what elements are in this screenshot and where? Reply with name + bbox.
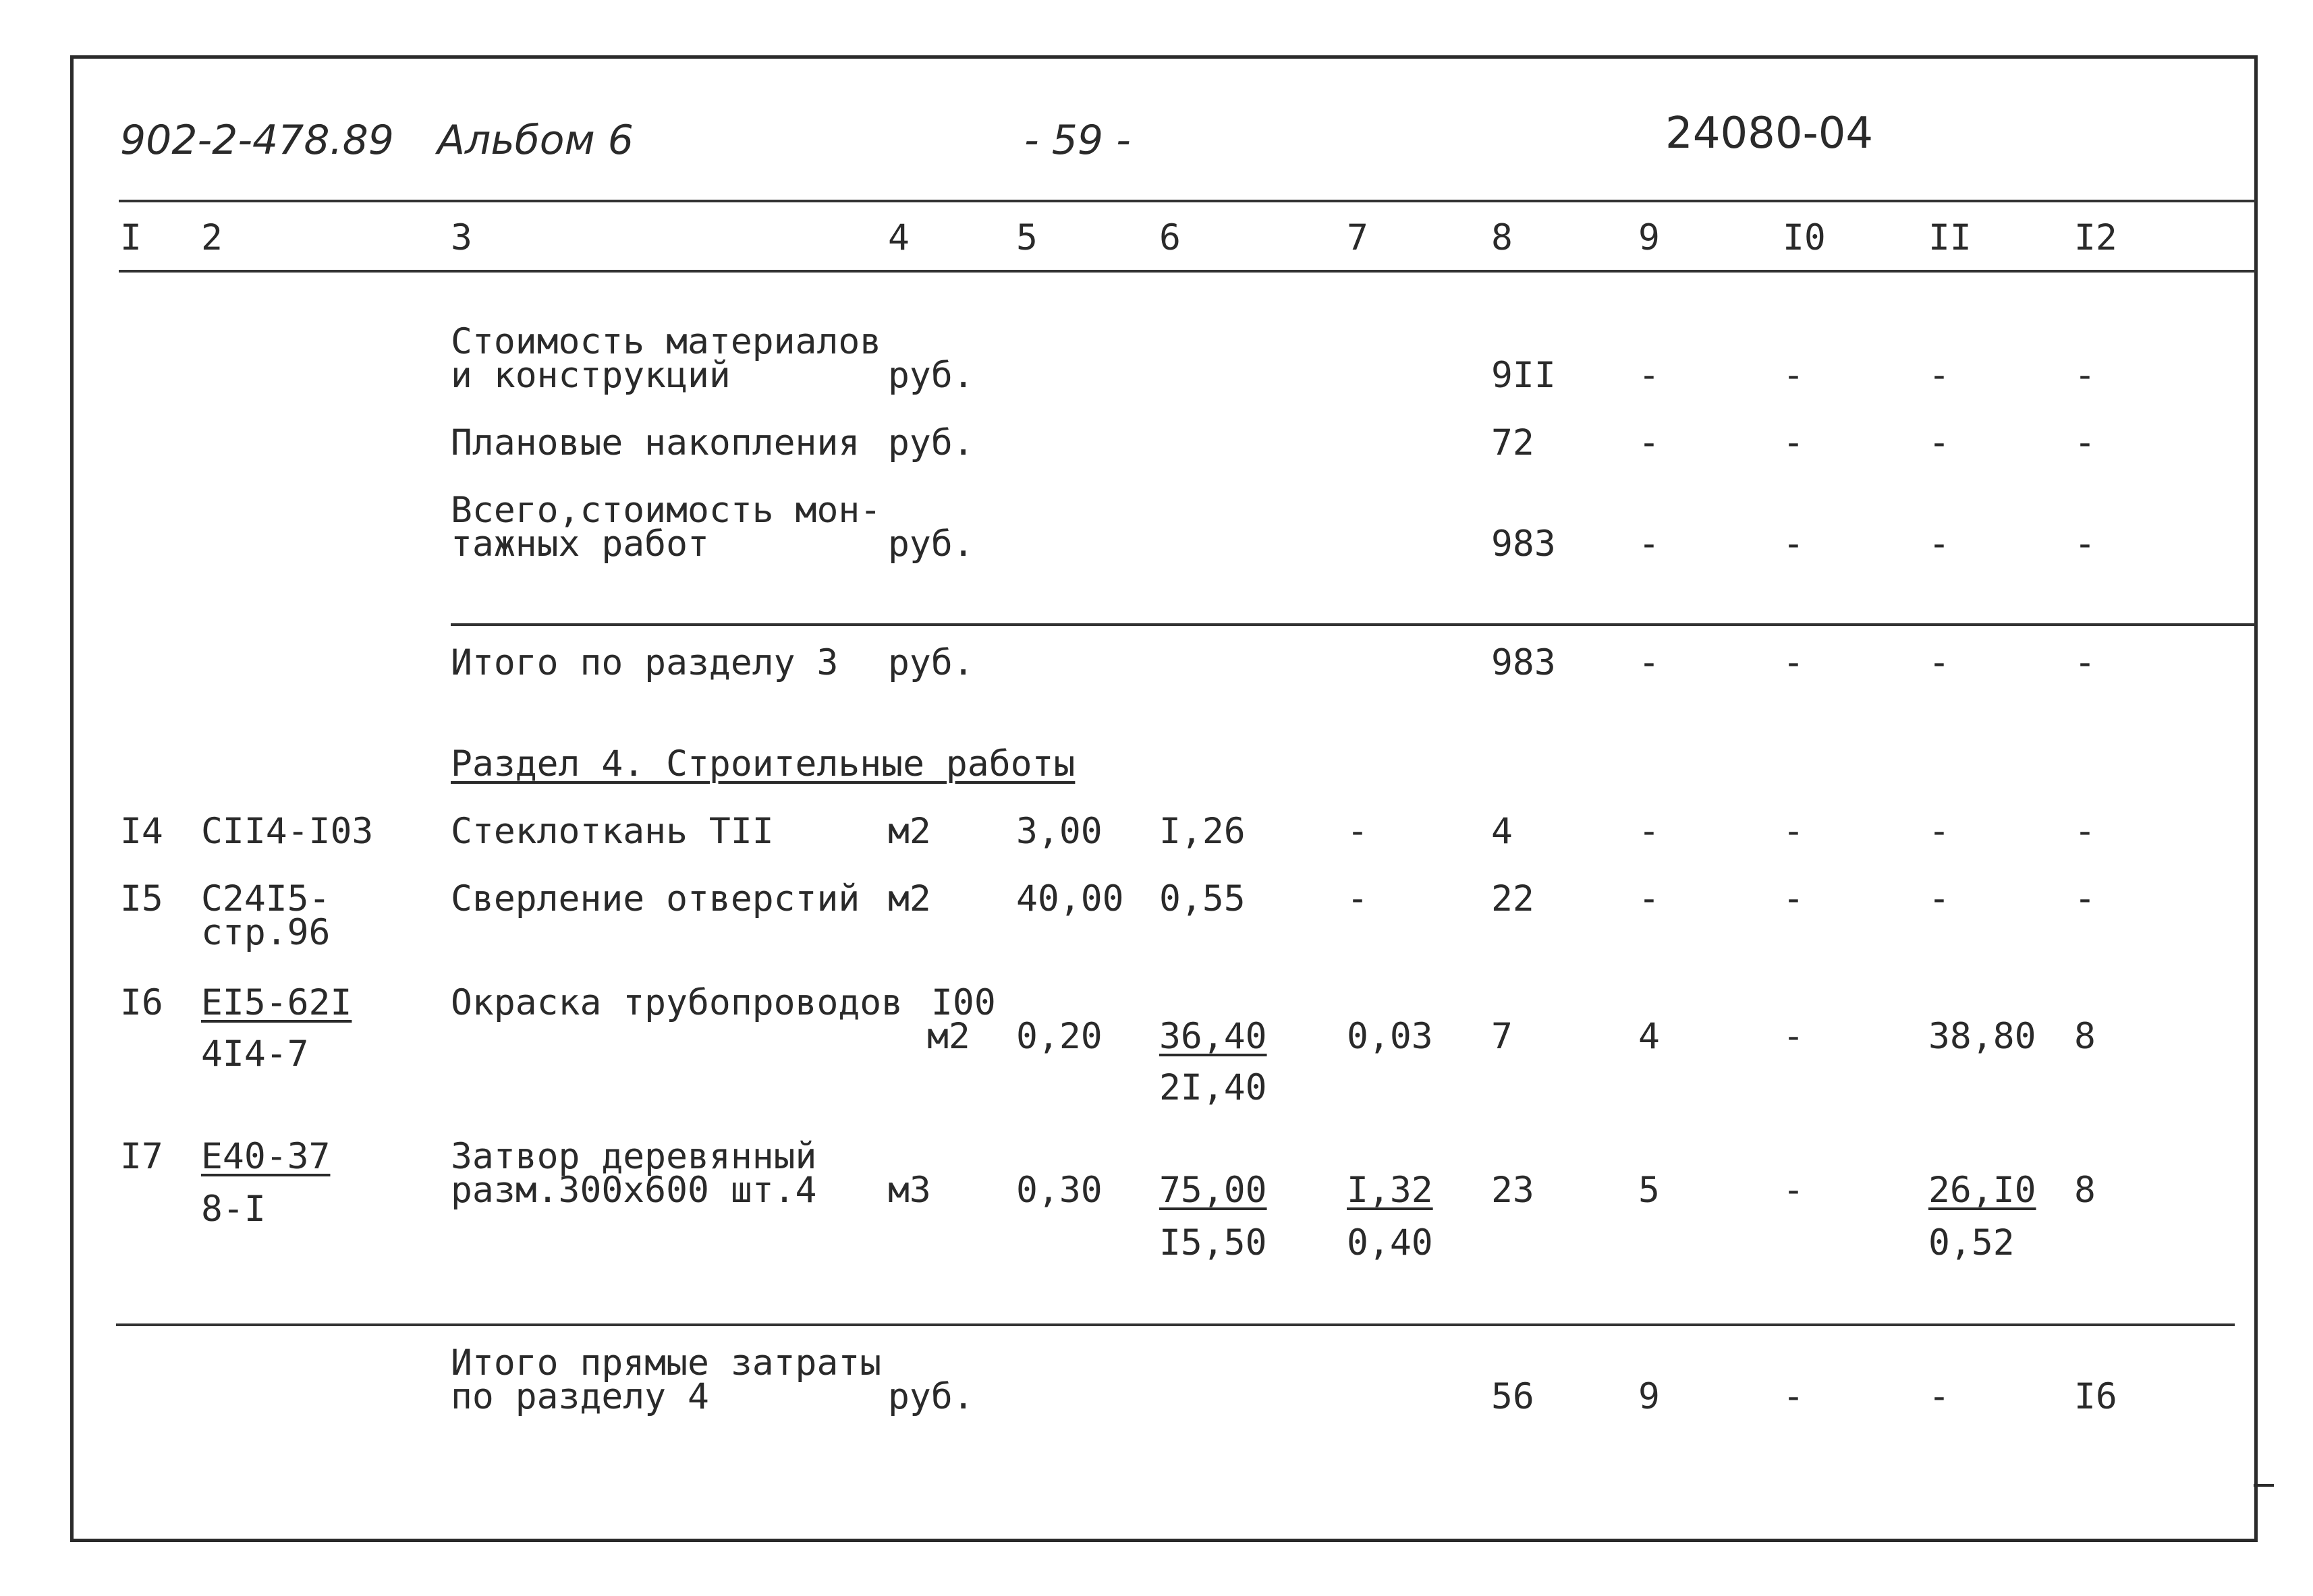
row-total-install-c11: -	[1928, 523, 1950, 565]
row-direct-total-c12: I6	[2074, 1376, 2117, 1417]
row-materials-unit: руб.	[888, 355, 974, 396]
col-header-4: 4	[888, 217, 910, 258]
col-header-5: 5	[1016, 217, 1038, 258]
row-17-name-line1: Затвор деревянный	[451, 1136, 817, 1177]
row-14-c10: -	[1783, 811, 1804, 852]
row-17-c7-top: I,32	[1347, 1170, 1433, 1211]
row-16-num: I6	[120, 982, 163, 1023]
row-15-c8: 22	[1491, 878, 1534, 919]
row-materials-name-line1: Стоимость материалов	[451, 321, 882, 362]
row-direct-total-unit: руб.	[888, 1376, 974, 1417]
row-15-c10: -	[1783, 878, 1804, 919]
row-14-c5: 3,00	[1016, 811, 1103, 852]
row-14-c12: -	[2074, 811, 2096, 852]
row-17-c11-bottom: 0,52	[1928, 1222, 2015, 1263]
row-materials-c8: 9II	[1491, 355, 1556, 396]
row-total-install-c10: -	[1783, 523, 1804, 565]
row-17-c11-top: 26,I0	[1928, 1170, 2036, 1211]
row-16-c7: 0,03	[1347, 1016, 1433, 1057]
document-code: 902-2-478.89	[120, 117, 394, 164]
row-16-unit-line2: м2	[927, 1016, 970, 1057]
row-16-c12: 8	[2074, 1016, 2096, 1057]
row-17-c12: 8	[2074, 1170, 2096, 1211]
row-materials-c11: -	[1928, 355, 1950, 396]
row-materials-c12: -	[2074, 355, 2096, 396]
row-16-unit-line1: I00	[931, 982, 996, 1023]
section4-title: Раздел 4. Строительные работы	[451, 743, 1076, 785]
row-17-code-line2: 8-I	[201, 1189, 266, 1230]
row-total-install-c12: -	[2074, 523, 2096, 565]
row-16-c6-bottom: 2I,40	[1159, 1067, 1267, 1108]
frame-tick-mark	[2254, 1484, 2274, 1487]
row-14-c8: 4	[1491, 811, 1513, 852]
album-label: Альбом 6	[437, 117, 634, 164]
row-total-install-name-line1: Всего,стоимость мон-	[451, 490, 882, 531]
header-top-rule	[119, 200, 2256, 202]
row-17-c8: 23	[1491, 1170, 1534, 1211]
row-17-code-line1: Е40-37	[201, 1136, 331, 1177]
col-header-1: I	[120, 217, 142, 258]
row-17-c7-bottom: 0,40	[1347, 1222, 1433, 1263]
row-16-name: Окраска трубопроводов	[451, 982, 903, 1023]
row-direct-total-c11: -	[1928, 1376, 1950, 1417]
row-section3-total-name: Итого по разделу 3	[451, 642, 839, 683]
row-materials-name-line2: и конструкций	[451, 355, 731, 396]
row-16-code-line1: ЕI5-62I	[201, 982, 352, 1023]
row-17-c9: 5	[1638, 1170, 1660, 1211]
row-savings-c12: -	[2074, 422, 2096, 463]
row-17-c5: 0,30	[1016, 1170, 1103, 1211]
row-savings-c8: 72	[1491, 422, 1534, 463]
row-15-c12: -	[2074, 878, 2096, 919]
row-14-c6: I,26	[1159, 811, 1246, 852]
row-15-c11: -	[1928, 878, 1950, 919]
header-bottom-rule	[119, 270, 2256, 273]
col-header-6: 6	[1159, 217, 1181, 258]
row-17-c6-top: 75,00	[1159, 1170, 1267, 1211]
row-direct-total-name-line2: по разделу 4	[451, 1376, 709, 1417]
row-section3-total-c12: -	[2074, 642, 2096, 683]
row-total-install-c8: 983	[1491, 523, 1556, 565]
row-16-c11: 38,80	[1928, 1016, 2036, 1057]
row-direct-total-c10: -	[1783, 1376, 1804, 1417]
row-section3-total-unit: руб.	[888, 642, 974, 683]
col-header-11: II	[1928, 217, 1972, 258]
row-savings-c11: -	[1928, 422, 1950, 463]
row-14-c11: -	[1928, 811, 1950, 852]
row-15-c7: -	[1347, 878, 1368, 919]
row-16-c10: -	[1783, 1016, 1804, 1057]
row-total-install-name-line2: тажных работ	[451, 523, 709, 565]
row-17-c10: -	[1783, 1170, 1804, 1211]
row-15-c5: 40,00	[1016, 878, 1124, 919]
row-16-c9: 4	[1638, 1016, 1660, 1057]
page-number: - 59 -	[1024, 117, 1131, 164]
row-15-code-line2: стр.96	[201, 912, 331, 953]
row-15-unit: м2	[888, 878, 931, 919]
row-total-install-c9: -	[1638, 523, 1660, 565]
row-17-unit: м3	[888, 1170, 931, 1211]
row-16-c5: 0,20	[1016, 1016, 1103, 1057]
row-materials-c9: -	[1638, 355, 1660, 396]
row-14-unit: м2	[888, 811, 931, 852]
col-header-10: I0	[1783, 217, 1826, 258]
row-section3-total-c9: -	[1638, 642, 1660, 683]
row-direct-total-c8: 56	[1491, 1376, 1534, 1417]
page-frame	[70, 55, 2258, 1542]
row-15-num: I5	[120, 878, 163, 919]
row-savings-c9: -	[1638, 422, 1660, 463]
row-17-name-line2: разм.300х600 шт.4	[451, 1170, 817, 1211]
row-15-name: Сверление отверстий	[451, 878, 860, 919]
row-total-install-unit: руб.	[888, 523, 974, 565]
row-16-c6-top: 36,40	[1159, 1016, 1267, 1057]
col-header-2: 2	[201, 217, 223, 258]
row-materials-c10: -	[1783, 355, 1804, 396]
row-14-name: Стеклоткань ТII	[451, 811, 774, 852]
section4-rule	[116, 1323, 2235, 1326]
row-savings-c10: -	[1783, 422, 1804, 463]
row-14-c9: -	[1638, 811, 1660, 852]
row-section3-total-c8: 983	[1491, 642, 1556, 683]
row-15-c9: -	[1638, 878, 1660, 919]
row-15-c6: 0,55	[1159, 878, 1246, 919]
row-savings-unit: руб.	[888, 422, 974, 463]
section3-rule	[451, 623, 2256, 626]
row-section3-total-c10: -	[1783, 642, 1804, 683]
row-14-code: СII4-I03	[201, 811, 374, 852]
doc-number: 24080-04	[1665, 109, 1874, 159]
row-savings-name: Плановые накопления	[451, 422, 860, 463]
row-14-num: I4	[120, 811, 163, 852]
row-15-code-line1: С24I5-	[201, 878, 331, 919]
row-16-code-line2: 4I4-7	[201, 1033, 309, 1075]
row-17-c6-bottom: I5,50	[1159, 1222, 1267, 1263]
col-header-7: 7	[1347, 217, 1368, 258]
row-direct-total-c9: 9	[1638, 1376, 1660, 1417]
row-section3-total-c11: -	[1928, 642, 1950, 683]
col-header-3: 3	[451, 217, 472, 258]
row-direct-total-name-line1: Итого прямые затраты	[451, 1342, 882, 1384]
row-14-c7: -	[1347, 811, 1368, 852]
row-16-c8: 7	[1491, 1016, 1513, 1057]
row-17-num: I7	[120, 1136, 163, 1177]
col-header-8: 8	[1491, 217, 1513, 258]
col-header-9: 9	[1638, 217, 1660, 258]
col-header-12: I2	[2074, 217, 2117, 258]
